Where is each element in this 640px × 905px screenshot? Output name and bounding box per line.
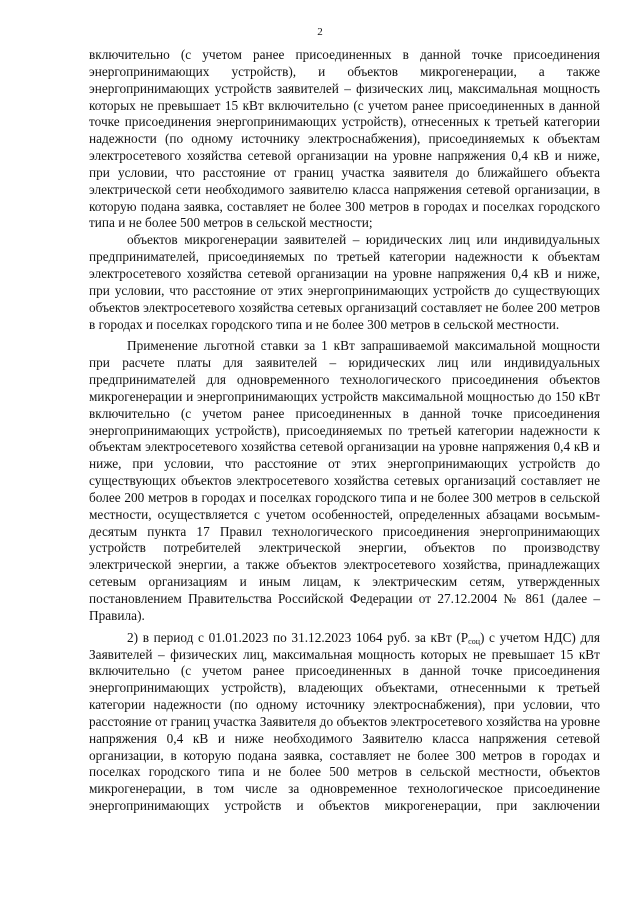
paragraph-microgeneration-legal-entities: объектов микрогенерации заявителей – юридических лиц или индивидуальных предпринимателей, присоединяемых по третьей категории надежности к объектам электросетевого хозяйства сетевой организации на уровне напряжения 0,4 кВ и ниже, при условии, что расстояние от этих энергопринимающих устройств до существующих объектов электросетевого хозяйства сетевых организаций составляет не более 200 метров в городах и поселках городского типа и не более 300 метров в сельской местности. bbox=[89, 232, 600, 332]
paragraph-continuation: включительно (с учетом ранее присоединенных в данной точке присоединения энергопринимающих устройств), и объектов микрогенерации, а также энергопринимающих устройств заявителей – физических лиц, максимальная мощность которых не превышает 15 кВт включительно (с учетом ранее присоединенных в данной точке присоединения энергопринимающих устройств), отнесенных к третьей категории надежности (по одному источнику электроснабжения), присоединяемых к объектам электросетевого хозяйства сетевой организации на уровне напряжения 0,4 кВ и ниже, при условии, что расстояние от границ участка заявителя до ближайшего объекта электрической сети необходимого заявителю класса напряжения сетевой организации, в которую подана заявка, составляет не более 300 метров в городах и поселках городского типа и не более 500 метров в сельской местности; bbox=[89, 47, 600, 231]
page-number: 2 bbox=[317, 26, 323, 38]
paragraph-preferential-rate: Применение льготной ставки за 1 кВт запрашиваемой максимальной мощности при расчете платы для заявителей – юридических лиц или индивидуальных предпринимателей для одновременного технологического присоединения объектов микрогенерации и энергопринимающих устройств максимальной мощностью до 150 кВт включительно (с учетом ранее присоединенных в данной точке присоединения энергопринимающих устройств), присоединяемых по третьей категории надежности к объектам электросетевого хозяйства сетевой организации на уровне напряжения 0,4 кВ и ниже, при условии, что расстояние от этих энергопринимающих устройств до существующих объектов электросетевого хозяйства сетевых организаций составляет не более 200 метров в городах и поселках городского типа и не более 300 метров в сельской местности, осуществляется с учетом особенностей, определенных абзацами восьмым-десятым пункта 17 Правил технологического присоединения энергопринимающих устройств потребителей электрической энергии, объектов по производству электрической энергии, а также объектов электросетевого хозяйства, принадлежащих сетевым организациям и иным лицам, к электрическим сетям, утвержденных постановлением Правительства Российской Федерации от 27.12.2004 № 861 (далее – Правила). bbox=[89, 338, 600, 623]
item-2-subscript: соц bbox=[468, 636, 480, 646]
item-2-text-end: ) с учетом НДС) для Заявителей – физических лиц, максимальная мощность которых не превышает 15 кВт включительно (с учетом ранее присоединенных в данной точке присоединения энергопринимающих устройств), владеющих объектами, отнесенными к третьей категории надежности (по одному источнику электроснабжения), при условии, что расстояние от границ участка Заявителя до объектов электросетевого хозяйства на уровне напряжения 0,4 кВ и ниже необходимого Заявителю класса напряжения сетевой организации, в которую подана заявка, составляет не более 300 метров в городах и поселках городского типа и не более 500 метров в сельской местности, объектов микрогенерации, в том числе за одновременное технологическое присоединение энергопринимающих устройств и объектов микрогенерации, при заключении bbox=[89, 629, 601, 814]
item-2-text-start: 2) в период с 01.01.2023 по 31.12.2023 1064 руб. за кВт (Р bbox=[127, 629, 469, 645]
document-body bbox=[89, 47, 600, 815]
paragraph-item-2 bbox=[89, 630, 600, 815]
